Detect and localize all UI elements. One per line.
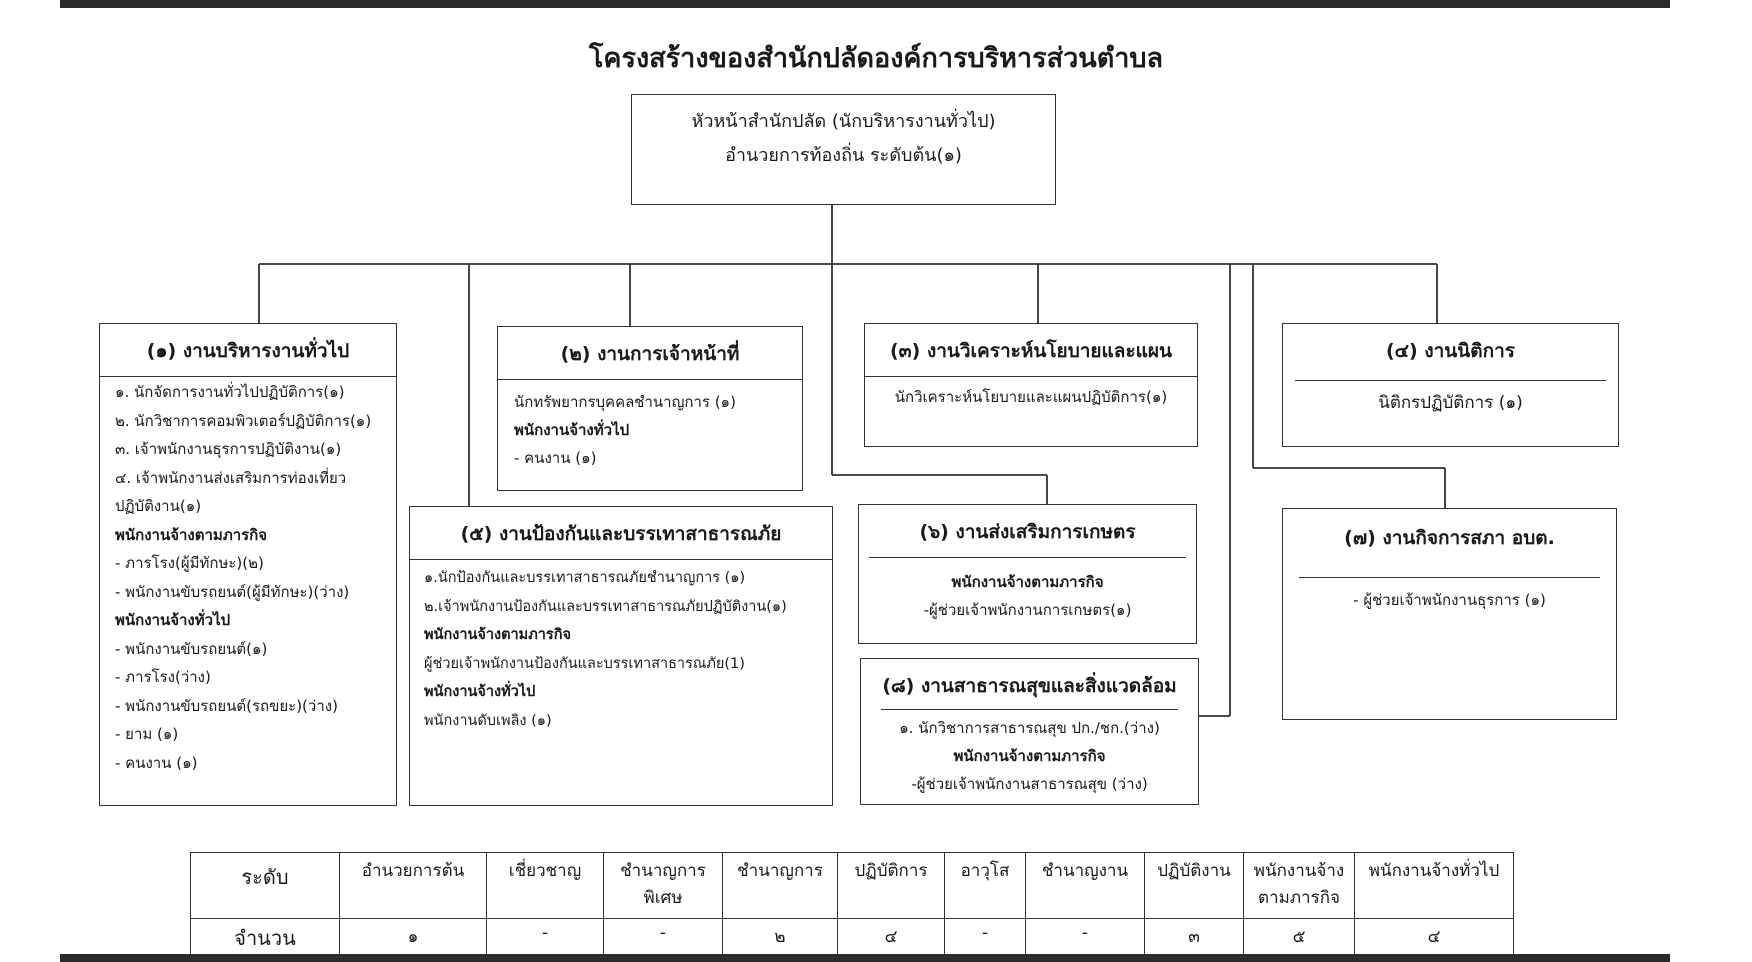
head-office-title: หัวหน้าสำนักปลัด (นักบริหารงานทั่วไป) bbox=[691, 111, 996, 132]
position-line: ปฏิบัติงาน(๑) bbox=[115, 497, 202, 515]
level-cell: อาวุโส bbox=[945, 853, 1026, 919]
unit-title: (๖) งานส่งเสริมการเกษตร bbox=[919, 521, 1136, 543]
count-cell: ๒ bbox=[723, 919, 838, 958]
position-line: - พนักงานขับรถยนต์(๑) bbox=[115, 639, 268, 658]
unit-title: (๑) งานบริหารงานทั่วไป bbox=[146, 340, 350, 362]
row-label: ระดับ bbox=[191, 853, 340, 919]
position-list bbox=[859, 558, 1196, 624]
unit-title: (๘) งานสาธารณสุขและสิ่งแวดล้อม bbox=[882, 675, 1177, 697]
count-row bbox=[191, 919, 1514, 958]
position-line: -ผู้ช่วยเจ้าพนักงานการเกษตร(๑) bbox=[923, 601, 1132, 619]
position-line: ๔. เจ้าพนักงานส่งเสริมการท่องเที่ยว bbox=[115, 468, 347, 487]
position-list bbox=[865, 377, 1197, 411]
level-cell: ชำนาญงาน bbox=[1026, 853, 1145, 919]
count-cell: - bbox=[487, 919, 604, 958]
chart-title: โครงสร้างของสำนักปลัดองค์การบริหารส่วนตำบล bbox=[588, 43, 1164, 74]
position-line: ๑.นักป้องกันและบรรเทาสาธารณภัยชำนาญการ (๑) bbox=[424, 570, 746, 586]
group-heading: พนักงานจ้างทั่วไป bbox=[115, 611, 231, 629]
level-row bbox=[191, 853, 1514, 919]
count-cell: ๔ bbox=[1355, 919, 1514, 958]
count-cell: ๑ bbox=[340, 919, 487, 958]
position-line: นักทรัพยากรบุคคลชำนาญการ (๑) bbox=[514, 393, 736, 411]
position-line: ๑. นักจัดการงานทั่วไปปฏิบัติการ(๑) bbox=[115, 383, 345, 401]
position-line: นิติกรปฏิบัติการ (๑) bbox=[1378, 393, 1523, 413]
position-line: - ภารโรง(ว่าง) bbox=[115, 668, 211, 686]
unit-title: (๓) งานวิเคราะห์นโยบายและแผน bbox=[889, 340, 1173, 362]
count-cell: ๓ bbox=[1145, 919, 1244, 958]
level-cell: อำนวยการต้น bbox=[340, 853, 487, 919]
count-cell: ๔ bbox=[838, 919, 945, 958]
group-heading: พนักงานจ้างตามภารกิจ bbox=[953, 747, 1106, 765]
position-list bbox=[100, 377, 396, 777]
group-heading: พนักงานจ้างทั่วไป bbox=[514, 421, 630, 439]
count-cell: - bbox=[604, 919, 723, 958]
position-list bbox=[1283, 578, 1616, 614]
level-cell: ปฏิบัติงาน bbox=[1145, 853, 1244, 919]
position-line: ผู้ช่วยเจ้าพนักงานป้องกันและบรรเทาสาธารณภัย(1) bbox=[424, 655, 745, 672]
unit-title: (๒) งานการเจ้าหน้าที่ bbox=[560, 343, 740, 365]
position-line: - คนงาน (๑) bbox=[514, 449, 597, 467]
unit-title: (๕) งานป้องกันและบรรเทาสาธารณภัย bbox=[460, 523, 782, 545]
position-line: ๒. นักวิชาการคอมพิวเตอร์ปฏิบัติการ(๑) bbox=[115, 411, 372, 430]
position-list bbox=[498, 380, 802, 472]
position-line: นักวิเคราะห์นโยบายและแผนปฏิบัติการ(๑) bbox=[894, 388, 1168, 406]
level-cell: พนักงานจ้างทั่วไป bbox=[1355, 853, 1514, 919]
group-heading: พนักงานจ้างตามภารกิจ bbox=[424, 627, 571, 643]
group-heading: พนักงานจ้างตามภารกิจ bbox=[115, 525, 268, 544]
position-line: ๒.เจ้าพนักงานป้องกันและบรรเทาสาธารณภัยปฏิบัติงาน(๑) bbox=[424, 598, 787, 615]
position-line: ๓. เจ้าพนักงานธุรการปฏิบัติงาน(๑) bbox=[115, 440, 342, 458]
position-line: - พนักงานขับรถยนต์(รถขยะ)(ว่าง) bbox=[115, 696, 338, 715]
unit-disaster-prevention bbox=[409, 506, 833, 806]
level-cell: ชำนาญการ bbox=[723, 853, 838, 919]
head-office-level: อำนวยการท้องถิ่น ระดับต้น(๑) bbox=[725, 145, 962, 166]
unit-general-admin bbox=[99, 323, 397, 806]
level-count-table bbox=[190, 852, 1514, 958]
position-line: - ผู้ช่วยเจ้าพนักงานธุรการ (๑) bbox=[1353, 591, 1546, 609]
unit-policy-planning bbox=[864, 323, 1198, 447]
position-list bbox=[410, 560, 832, 735]
position-list bbox=[861, 710, 1198, 798]
level-cell: พนักงานจ้างตามภารกิจ bbox=[1244, 853, 1355, 919]
position-line: - ยาม (๑) bbox=[115, 725, 179, 743]
unit-personnel bbox=[497, 326, 803, 491]
unit-public-health bbox=[860, 658, 1199, 805]
level-cell: ปฏิบัติการ bbox=[838, 853, 945, 919]
position-line: ๑. นักวิชาการสาธารณสุข ปก./ชก.(ว่าง) bbox=[899, 719, 1160, 737]
head-office-box bbox=[631, 94, 1056, 205]
level-cell: ชำนาญการพิเศษ bbox=[604, 853, 723, 919]
level-cell: เชี่ยวชาญ bbox=[487, 853, 604, 919]
unit-legal bbox=[1282, 323, 1619, 447]
group-heading: พนักงานจ้างตามภารกิจ bbox=[951, 573, 1104, 591]
count-cell: ๕ bbox=[1244, 919, 1355, 958]
position-line: - ภารโรง(ผู้มีทักษะ)(๒) bbox=[115, 554, 264, 572]
group-heading: พนักงานจ้างทั่วไป bbox=[424, 684, 536, 700]
unit-council-affairs bbox=[1282, 508, 1617, 720]
unit-title: (๗) งานกิจการสภา อบต. bbox=[1344, 527, 1555, 549]
unit-agriculture bbox=[858, 504, 1197, 644]
unit-title: (๔) งานนิติการ bbox=[1385, 340, 1515, 362]
count-cell: - bbox=[1026, 919, 1145, 958]
position-list bbox=[1283, 381, 1618, 417]
position-line: -ผู้ช่วยเจ้าพนักงานสาธารณสุข (ว่าง) bbox=[911, 775, 1148, 793]
count-cell: - bbox=[945, 919, 1026, 958]
position-line: - คนงาน (๑) bbox=[115, 753, 198, 772]
row-label: จำนวน bbox=[191, 919, 340, 958]
position-line: พนักงานดับเพลิง (๑) bbox=[424, 712, 552, 729]
position-line: - พนักงานขับรถยนต์(ผู้มีทักษะ)(ว่าง) bbox=[115, 582, 350, 601]
